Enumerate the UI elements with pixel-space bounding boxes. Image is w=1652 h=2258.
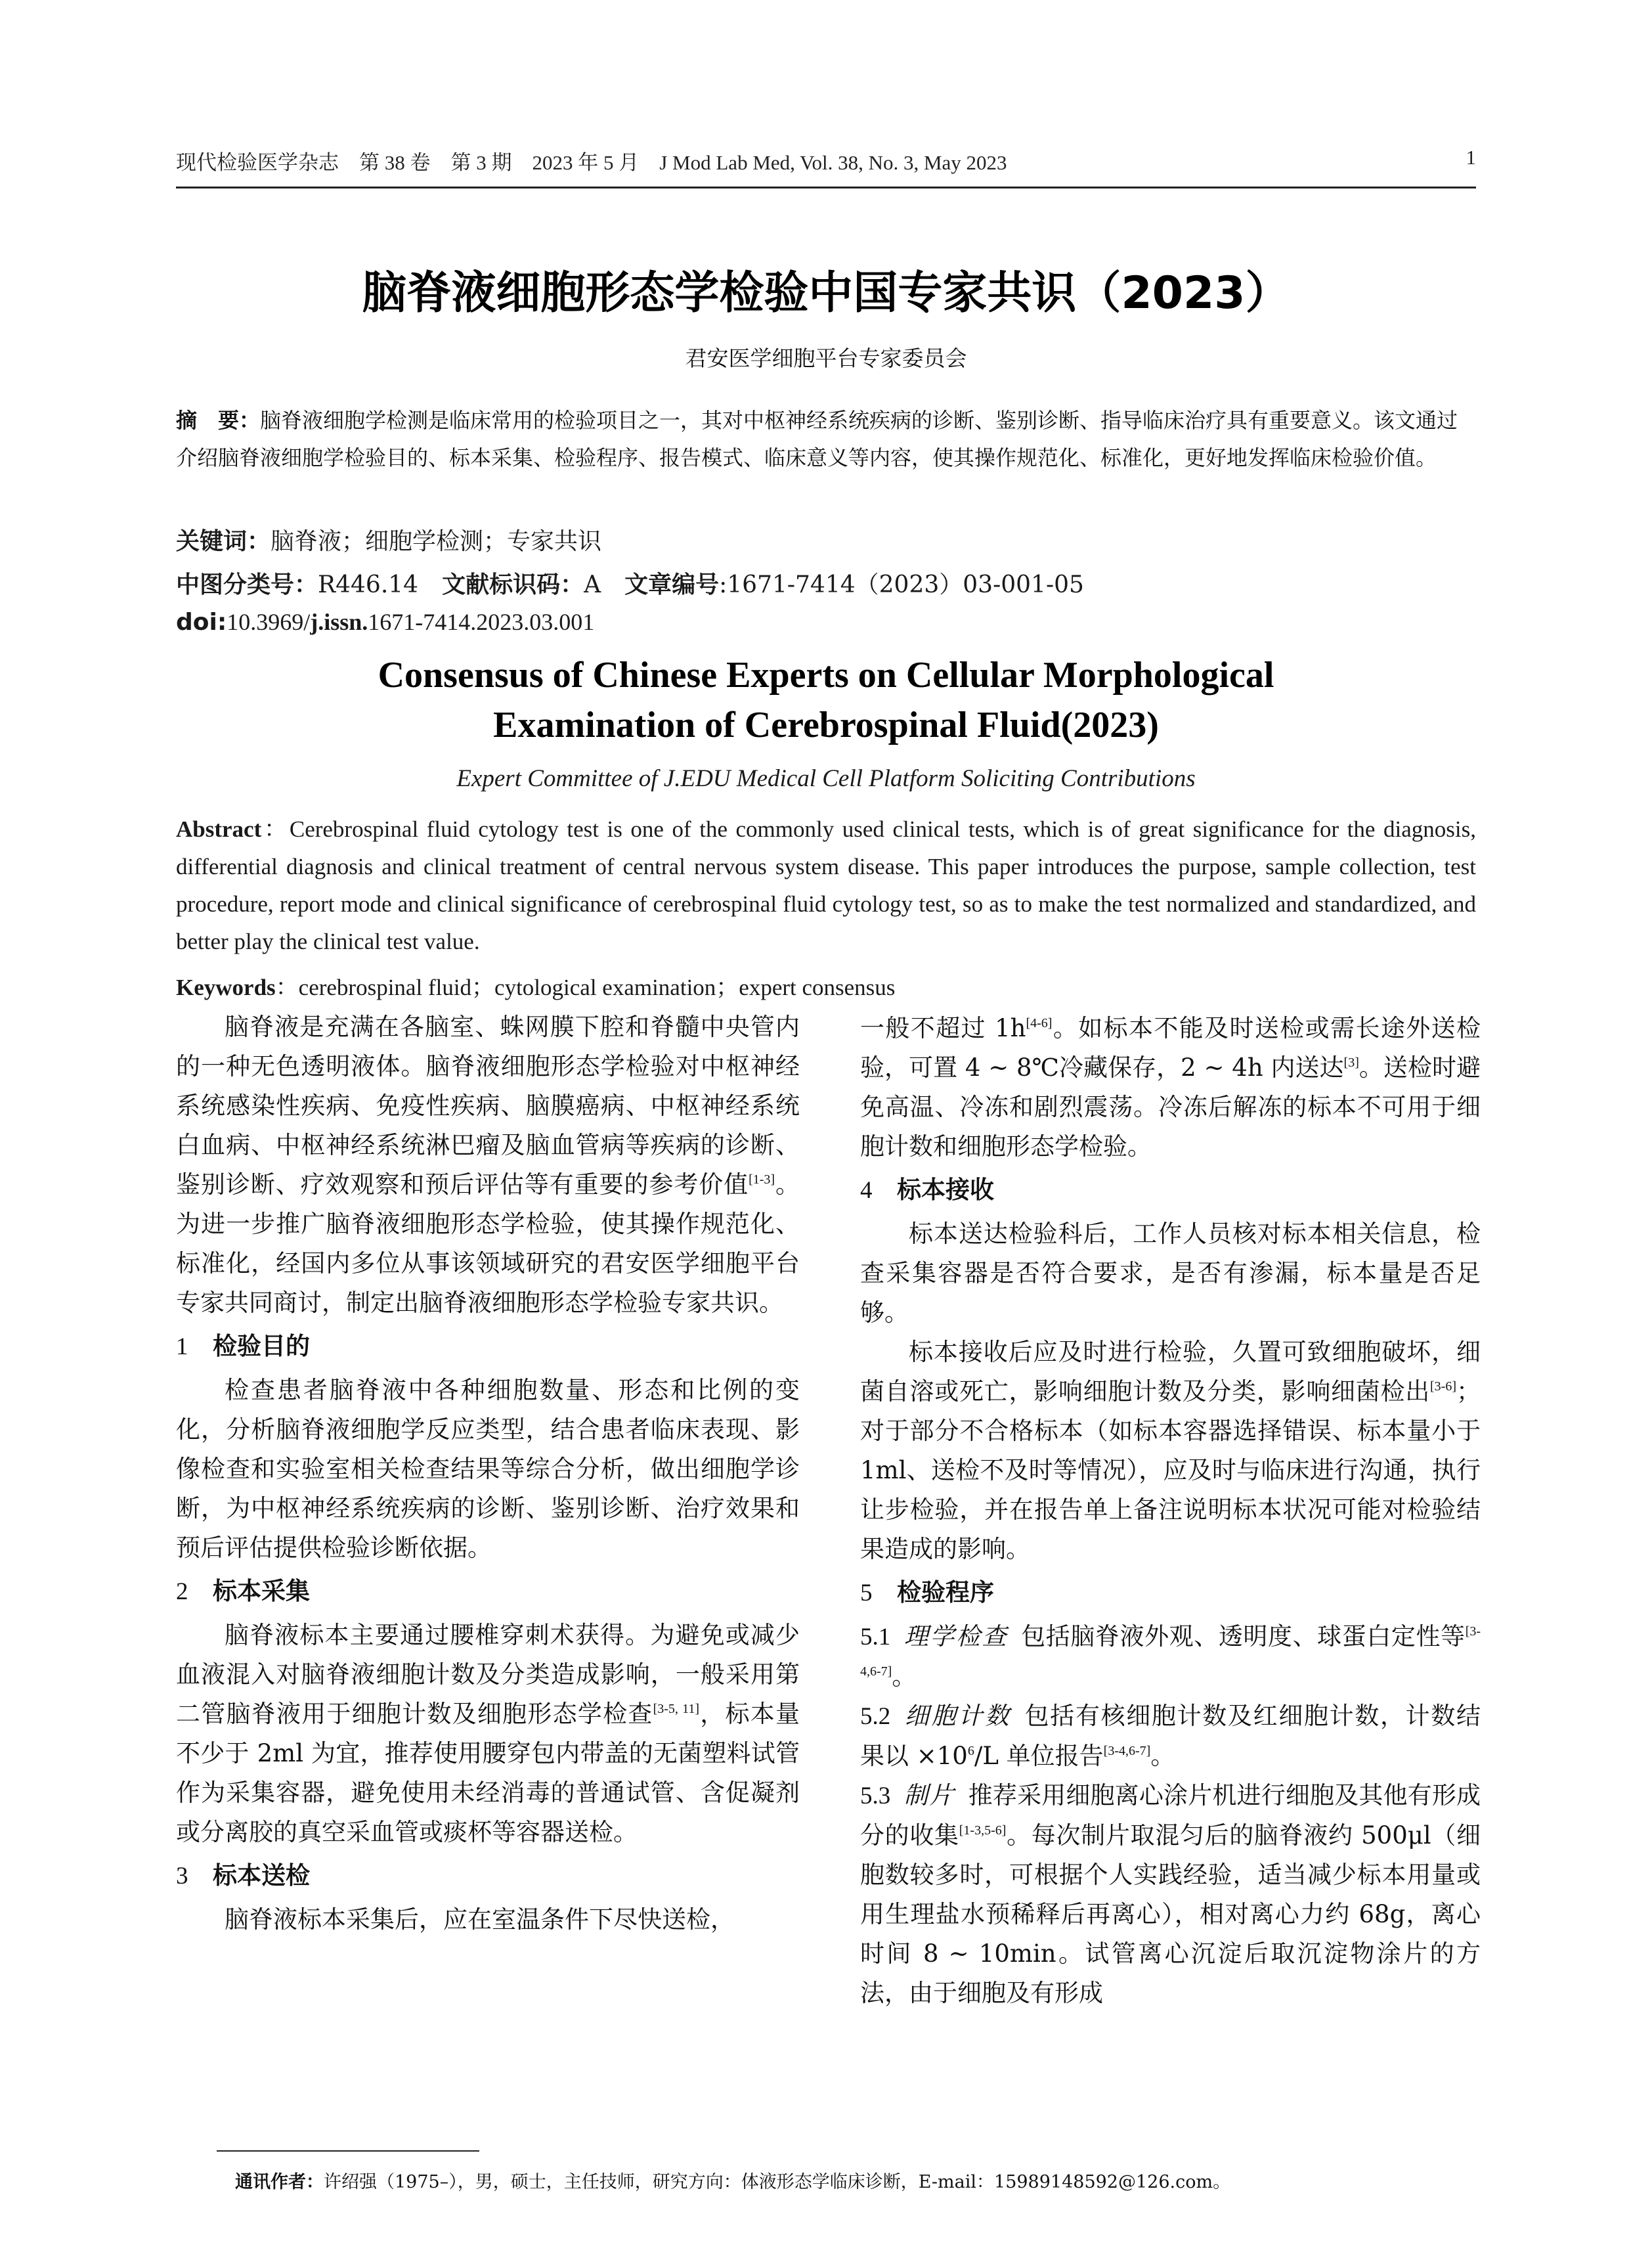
subsection-5-1-title: 理学检查 bbox=[903, 1622, 1009, 1650]
section-4-heading bbox=[860, 1170, 1481, 1210]
doi-value-bold: j.issn. bbox=[310, 609, 368, 635]
section-3-heading bbox=[176, 1856, 800, 1896]
keywords-en-label: Keywords bbox=[176, 975, 276, 1000]
footnote-text: 许绍强（1975–），男，硕士，主任技师，研究方向：体液形态学临床诊断，E-mail：15989148592@126.com。 bbox=[324, 2172, 1231, 2192]
section-2-text-b: ，标本量不少于 2ml 为宜，推荐使用腰穿包内带盖的无菌塑料试管作为采集容器，避免使用未经消毒的普通试管、含促凝剂或分离胶的真空采血管或痰杯等容器送检。 bbox=[176, 1700, 800, 1846]
abstract-en-text: Cerebrospinal fluid cytology test is one of the commonly used clinical tests, which is of great significance for the diagnosis, differential diagnosis and clinical treatment of central nervous system disease. This paper introduces the purpose, sample collection, test procedure, report mode and clinical significance of cerebrospinal fluid cytology test, so as to make the test normalized and standardized, and better play the clinical test value. bbox=[176, 816, 1476, 954]
subsection-5-3-text-b: 。每次制片取混匀后的脑脊液约 500μl（细胞数较多时，可根据个人实践经验，适当减少标本用量或用生理盐水预稀释后再离心），相对离心力约 68g，离心时间 8 ~ 10min。试管离心沉淀后取沉淀物涂片的方法，由于细胞及有形成 bbox=[860, 1821, 1481, 2007]
keywords-cn-text: 脑脊液；细胞学检测；专家共识 bbox=[271, 528, 602, 555]
section-3-ref-2: [3] bbox=[1343, 1055, 1359, 1070]
intro-text-b: 。为进一步推广脑脊液细胞形态学检验，使其操作规范化、标准化，经国内多位从事该领域研究的君安医学细胞平台专家共同商讨，制定出脑脊液细胞形态学检验专家共识。 bbox=[176, 1170, 800, 1317]
abstract-cn bbox=[176, 402, 1476, 477]
paper-title-en bbox=[176, 650, 1476, 750]
classification-line bbox=[176, 566, 1476, 600]
paper-title-cn: 脑脊液细胞形态学检验中国专家共识（2023） bbox=[362, 267, 1290, 319]
subsection-5-2-end: 。 bbox=[1150, 1742, 1175, 1770]
subsection-5-2-ref: [3-4,6-7] bbox=[1103, 1744, 1151, 1758]
intro-ref: [1-3] bbox=[749, 1172, 775, 1187]
body-left-column bbox=[176, 1007, 800, 1939]
section-5-number: 5 bbox=[860, 1580, 873, 1606]
title-en-line1: Consensus of Chinese Experts on Cellular Morphological bbox=[378, 655, 1274, 696]
section-3-text-c: 。如标本不能及时送检或需长途外送检验，可置 4 ~ 8℃冷藏保存，2 ~ 4h 内送达 bbox=[860, 1014, 1481, 1082]
section-4-text-b: ；对于部分不合格标本（如标本容器选择错误、标本量小于 1ml、送检不及时等情况），应及时与临床进行沟通，执行让步检验，并在报告单上备注说明标本状况可能对检验结果造成的影响。 bbox=[860, 1377, 1481, 1563]
subsection-5-2-exponent: 6 bbox=[967, 1744, 974, 1758]
body-right-column bbox=[860, 1009, 1481, 2013]
article-number-value: :1671-7414（2023）03-001-05 bbox=[719, 571, 1084, 598]
section-3-paragraph-start: 脑脊液标本采集后，应在室温条件下尽快送检， bbox=[225, 1905, 735, 1934]
abstract-en-sep: ： bbox=[261, 816, 290, 842]
section-2-text-a: 脑脊液标本主要通过腰椎穿刺术获得。为避免或减少血液混入对脑脊液细胞计数及分类造成影响，一般采用第二管脑脊液用于细胞计数及细胞形态学检查 bbox=[176, 1621, 800, 1728]
keywords-en-text: cerebrospinal fluid；cytological examination；expert consensus bbox=[298, 975, 896, 1000]
section-4-paragraph-1: 标本送达检验科后，工作人员核对标本相关信息，检查采集容器是否符合要求，是否有渗漏，标本量是否足够。 bbox=[860, 1220, 1481, 1327]
subsection-5-1-ref: [3-4,6-7] bbox=[860, 1624, 1481, 1679]
section-2-title: 标本采集 bbox=[213, 1577, 310, 1605]
footnote-rule bbox=[217, 2150, 479, 2152]
section-3-text-b: 一般不超过 1h bbox=[860, 1014, 1026, 1042]
subsection-5-3-ref: [1-3,5-6] bbox=[959, 1823, 1007, 1838]
section-4-ref: [3-6] bbox=[1430, 1379, 1456, 1394]
section-1-title: 检验目的 bbox=[213, 1332, 310, 1360]
section-2-ref: [3-5, 11] bbox=[653, 1702, 700, 1716]
corresponding-author-footnote bbox=[235, 2167, 1483, 2193]
abstract-en bbox=[176, 810, 1476, 960]
page-number: 1 bbox=[1466, 146, 1476, 169]
subsection-5-3-text-a: 推荐采用细胞离心涂片机进行细胞及其他有形成分的收集 bbox=[860, 1781, 1481, 1849]
keywords-en-sep: ： bbox=[275, 975, 299, 1000]
section-4-text-a: 标本接收后应及时进行检验，久置可致细胞破坏，细菌自溶或死亡，影响细胞计数及分类，影响细菌检出 bbox=[860, 1338, 1481, 1406]
doi-value-post: 1671-7414.2023.03.001 bbox=[368, 609, 595, 635]
footnote-label: 通讯作者： bbox=[235, 2172, 324, 2192]
keywords-cn-label: 关键词： bbox=[176, 528, 271, 555]
doi-value-pre: 10.3969/ bbox=[227, 609, 311, 635]
header-rule bbox=[176, 187, 1476, 188]
running-header bbox=[176, 146, 1476, 175]
subsection-5-2-number: 5.2 bbox=[860, 1703, 891, 1730]
subsection-5-1-text: 包括脑脊液外观、透明度、球蛋白定性等 bbox=[1021, 1622, 1466, 1650]
subsection-5-2-text-a: 包括有核细胞计数及红细胞计数，计数结果以 ×10 bbox=[860, 1702, 1481, 1770]
section-5-heading bbox=[860, 1573, 1481, 1613]
title-en-line2: Examination of Cerebrospinal Fluid(2023) bbox=[493, 705, 1159, 745]
section-4-title: 标本接收 bbox=[897, 1176, 994, 1204]
abstract-cn-text: 脑脊液细胞学检测是临床常用的检验项目之一，其对中枢神经系统疾病的诊断、鉴别诊断、指导临床治疗具有重要意义。该文通过介绍脑脊液细胞学检验目的、标本采集、检验程序、报告模式、临床意义等内容，使其操作规范化、标准化，更好地发挥临床检验价值。 bbox=[176, 408, 1458, 470]
doc-code-label: 文献标识码： bbox=[442, 571, 584, 598]
section-3-title: 标本送检 bbox=[213, 1861, 310, 1890]
doi-label: doi: bbox=[176, 609, 227, 636]
section-4-paragraph-2 bbox=[860, 1333, 1481, 1569]
subsection-5-1-end: 。 bbox=[892, 1662, 917, 1691]
article-number-label: 文章编号 bbox=[624, 571, 720, 598]
subsection-5-3-number: 5.3 bbox=[860, 1782, 891, 1809]
section-3-text-d: 。送检时避免高温、冷冻和剧烈震荡。冷冻后解冻的标本不可用于细胞计数和细胞形态学检验。 bbox=[860, 1053, 1481, 1161]
section-3-number: 3 bbox=[176, 1863, 188, 1890]
subsection-5-1-number: 5.1 bbox=[860, 1624, 891, 1650]
doc-code-value: A bbox=[584, 571, 601, 598]
section-5-title: 检验程序 bbox=[897, 1578, 994, 1606]
section-2-paragraph bbox=[176, 1616, 800, 1852]
author-cn: 君安医学细胞平台专家委员会 bbox=[685, 345, 967, 371]
section-1-heading bbox=[176, 1327, 800, 1367]
clc-label: 中图分类号： bbox=[176, 571, 318, 598]
section-1-number: 1 bbox=[176, 1333, 188, 1360]
section-2-number: 2 bbox=[176, 1578, 188, 1605]
section-2-heading bbox=[176, 1572, 800, 1612]
doi-line bbox=[176, 608, 1476, 636]
subsection-5-3 bbox=[860, 1776, 1481, 2013]
intro-paragraph bbox=[176, 1007, 800, 1323]
clc-value: R446.14 bbox=[318, 571, 419, 598]
section-3-paragraph-cont bbox=[860, 1009, 1481, 1166]
subsection-5-2-text-b: /L 单位报告 bbox=[974, 1742, 1104, 1770]
keywords-en bbox=[176, 969, 1476, 1002]
section-3-ref-1: [4-6] bbox=[1026, 1016, 1053, 1030]
subsection-5-1 bbox=[860, 1617, 1481, 1696]
subsection-5-2-title: 细胞计数 bbox=[903, 1702, 1012, 1730]
subsection-5-3-title: 制片 bbox=[903, 1781, 955, 1809]
abstract-en-label: Abstract bbox=[176, 816, 262, 842]
abstract-cn-label: 摘 要： bbox=[176, 408, 261, 433]
journal-info: 现代检验医学杂志 第 38 卷 第 3 期 2023 年 5 月 J Mod Lab Med, Vol. 38, No. 3, May 2023 bbox=[176, 151, 1007, 174]
section-4-number: 4 bbox=[860, 1177, 873, 1204]
author-en: Expert Committee of J.EDU Medical Cell Platform Soliciting Contributions bbox=[456, 765, 1196, 792]
keywords-cn bbox=[176, 523, 1476, 556]
subsection-5-2 bbox=[860, 1696, 1481, 1776]
intro-text-a: 脑脊液是充满在各脑室、蛛网膜下腔和脊髓中央管内的一种无色透明液体。脑脊液细胞形态学检验对中枢神经系统感染性疾病、免疫性疾病、脑膜癌病、中枢神经系统白血病、中枢神经系统淋巴瘤及脑血管病等疾病的诊断、鉴别诊断、疗效观察和预后评估等有重要的参考价值 bbox=[176, 1013, 800, 1199]
section-1-paragraph: 检查患者脑脊液中各种细胞数量、形态和比例的变化，分析脑脊液细胞学反应类型，结合患者临床表现、影像检查和实验室相关检查结果等综合分析，做出细胞学诊断，为中枢神经系统疾病的诊断、鉴别诊断、治疗效果和预后评估提供检验诊断依据。 bbox=[176, 1376, 800, 1562]
